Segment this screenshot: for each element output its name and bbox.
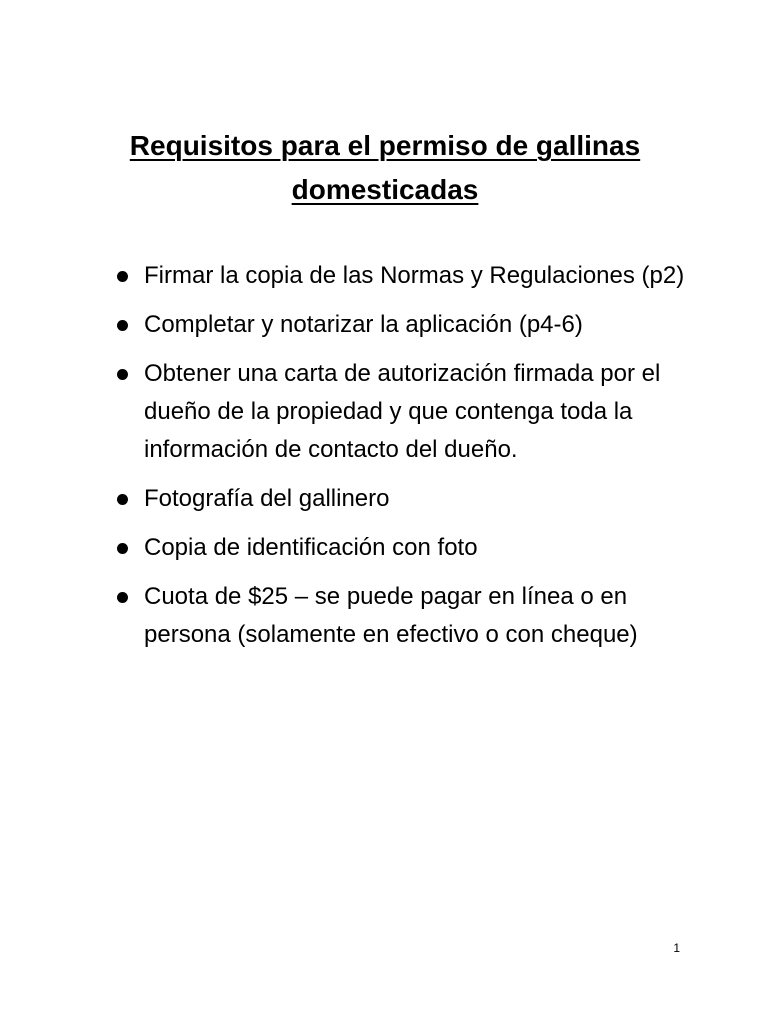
list-item <box>115 480 685 518</box>
bullet-icon <box>117 592 128 603</box>
list-item <box>115 529 685 567</box>
list-item <box>115 306 685 344</box>
requirement-text: Firmar la copia de las Normas y Regulaciones (p2) <box>144 262 685 289</box>
requirement-text: Copia de identificación con foto <box>144 534 478 561</box>
requirement-text: Completar y notarizar la aplicación (p4-6) <box>144 311 583 338</box>
list-item <box>115 355 685 469</box>
list-item <box>115 257 685 295</box>
requirements-list <box>115 257 685 665</box>
requirement-text: Fotografía del gallinero <box>144 485 390 512</box>
list-item <box>115 578 685 654</box>
requirement-text: Cuota de $25 – se puede pagar en línea o en persona (solamente en efectivo o con cheque) <box>144 583 638 648</box>
bullet-icon <box>117 494 128 505</box>
page-number: 1 <box>673 941 680 955</box>
bullet-icon <box>117 271 128 282</box>
bullet-icon <box>117 320 128 331</box>
page-title: Requisitos para el permiso de gallinas domesticadas <box>129 130 641 205</box>
requirement-text: Obtener una carta de autorización firmada por el dueño de la propiedad y que contenga toda la información de contacto del dueño. <box>144 360 661 463</box>
bullet-icon <box>117 543 128 554</box>
bullet-icon <box>117 369 128 380</box>
